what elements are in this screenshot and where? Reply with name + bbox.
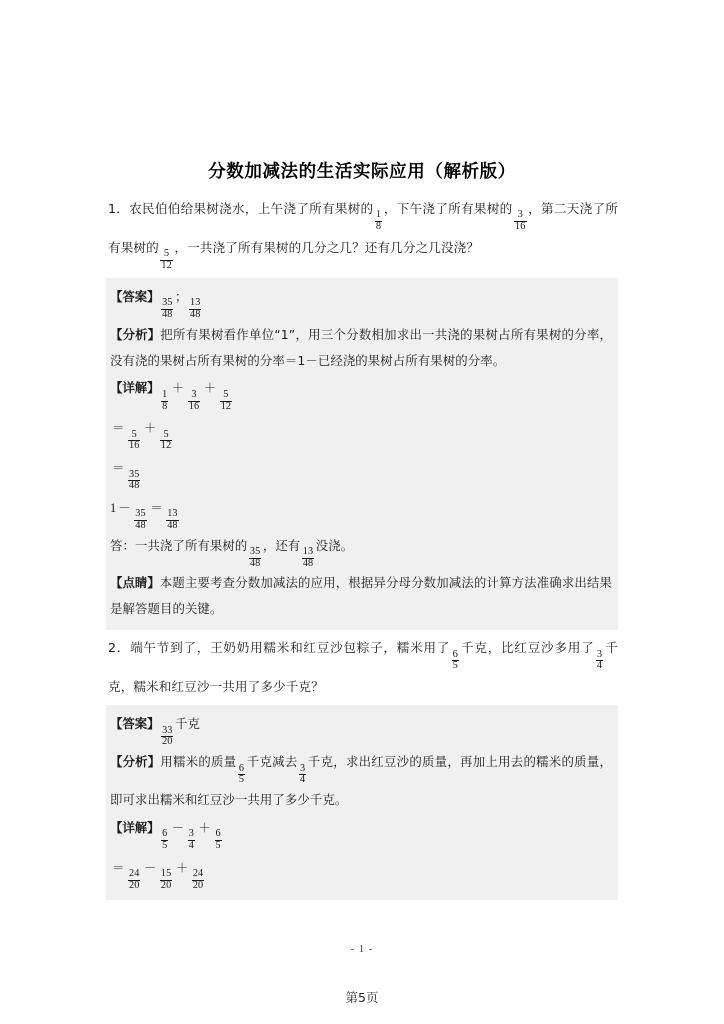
problem-2-detail-line-1 (110, 813, 612, 853)
equation (160, 820, 224, 851)
problem-1-answer-line (110, 284, 612, 322)
problem-1-detail-line-4 (110, 493, 612, 533)
problem-1-detail-line-3 (110, 453, 612, 493)
number-literal: 1 (110, 500, 117, 515)
operator: ＝ (112, 421, 125, 436)
operator: ＋ (175, 860, 189, 875)
fraction: $\frac{5}{12}$ (220, 388, 232, 412)
fraction: $\frac{5}{16}$ (129, 428, 140, 452)
document-content (106, 160, 618, 904)
equation (110, 460, 142, 492)
footer-page-marker: - 1 - (350, 944, 374, 955)
operator: － (143, 860, 157, 875)
problem-1-text-1: 农民伯伯给果树浇水，上午浇了所有果树的 (129, 200, 374, 216)
fraction: $\frac{13}{48}$ (167, 508, 178, 531)
problem-2-text-2: 千克，比红豆沙多用了 (460, 640, 595, 656)
fraction: $\frac{3}{4}$ (300, 762, 306, 786)
conclusion-text-3: 没浇。 (315, 537, 354, 553)
fraction: $\frac{5}{12}$ (160, 428, 172, 452)
fraction: $\frac{6}{5}$ (215, 828, 221, 851)
fraction: $\frac{33}{20}$ (162, 724, 173, 748)
fraction: $\frac{5}{12}$ (161, 248, 172, 272)
fraction: $\frac{13}{48}$ (302, 546, 314, 569)
fraction: $\frac{24}{20}$ (192, 868, 204, 891)
problem-1-text-4: ，一共浇了所有果树的几分之几？还有几分之几没浇？ (174, 239, 480, 255)
problem-1-detail-line-2 (110, 413, 612, 453)
operator: ＋ (198, 820, 211, 835)
problem-1-number: 1． (108, 200, 130, 216)
equation (110, 860, 206, 891)
analysis-label: 【分析】 (110, 326, 161, 342)
fraction: $\frac{35}{48}$ (135, 508, 146, 531)
problem-1-conclusion-line (110, 533, 612, 571)
analysis-label: 【分析】 (110, 754, 161, 770)
answer-unit: 千克 (174, 716, 200, 732)
problem-1-analysis-text: 把所有果树看作单位“1”，用三个分数相加求出一共浇的果树占所有果树的分率，没有浇的果树占所有果树的分率＝1－已经浇的果树占所有果树的分率。 (110, 326, 613, 368)
operator: ＝ (112, 461, 125, 476)
answer-separator: ； (174, 289, 188, 304)
operator: ＋ (143, 421, 157, 436)
problem-1-solution-block (106, 278, 618, 630)
fraction: $\frac{15}{20}$ (160, 868, 172, 891)
answer-label: 【答案】 (110, 289, 160, 304)
problem-2-analysis-text-2: 千克减去 (246, 754, 298, 770)
problem-1-text-3: ，第二天浇了所有果树的 (108, 200, 619, 255)
problem-2-text-1: 端午节到了，王奶奶用糯米和红豆沙包粽子，糯米用了 (130, 640, 451, 656)
problem-2-detail-line-2 (110, 853, 612, 893)
fraction: $\frac{24}{20}$ (129, 868, 140, 891)
page-title: 分数加减法的生活实际应用（解析版） (208, 162, 516, 182)
equation (160, 380, 234, 412)
highlight-label: 【点睛】 (110, 575, 160, 591)
operator: － (171, 820, 185, 835)
conclusion-text-1: 答：一共浇了所有果树的 (110, 537, 248, 553)
problem-2-solution-block (106, 705, 618, 900)
detail-label: 【详解】 (110, 819, 160, 835)
footer-page-label: 第5页 (345, 990, 379, 1005)
operator: ＋ (171, 381, 185, 396)
operator: ＝ (112, 860, 125, 875)
fraction: $\frac{6}{5}$ (452, 648, 458, 672)
problem-2-analysis-line (110, 749, 612, 813)
problem-2-text-3: 千克，糯米和红豆沙一共用了多少千克？ (108, 640, 619, 695)
problem-1-text-2: ，下午浇了所有果树的 (383, 200, 513, 216)
fraction: $\frac{3}{16}$ (514, 209, 526, 232)
problem-1-detail-line-1 (110, 373, 612, 413)
detail-label: 【详解】 (110, 380, 160, 396)
operator: － (118, 500, 131, 515)
problem-2-analysis-text-1: 用糯米的质量 (160, 754, 237, 770)
equation (110, 420, 174, 452)
fraction: $\frac{35}{48}$ (162, 297, 173, 321)
problem-2-analysis-text-3: 千克，求出红豆沙的质量，再加上用去的糯米的质量，即可求出糯米和红豆沙一共用了多少千克。 (110, 754, 612, 807)
problem-2-statement (106, 634, 618, 702)
fraction: $\frac{1}{8}$ (162, 388, 168, 412)
problem-2-answer-line (110, 711, 612, 749)
equation (110, 500, 180, 531)
problem-2-number: 2． (108, 640, 131, 656)
problem-1-highlight-line (110, 570, 612, 622)
fraction: $\frac{13}{48}$ (189, 297, 201, 321)
fraction: $\frac{6}{5}$ (238, 762, 245, 786)
fraction: $\frac{1}{8}$ (375, 209, 382, 232)
conclusion-text-2: ，还有 (262, 537, 301, 553)
fraction: $\frac{35}{48}$ (129, 468, 140, 492)
problem-1-highlight-text: 本题主要考查分数加减法的应用，根据异分母分数加减法的计算方法准确求出结果是解答题目的关键。 (110, 575, 613, 617)
problem-1-statement (106, 195, 618, 276)
operator: ＋ (203, 381, 217, 396)
operator: ＝ (150, 500, 163, 515)
fraction: $\frac{35}{48}$ (249, 546, 261, 569)
fraction: $\frac{3}{4}$ (188, 828, 194, 851)
fraction: $\frac{6}{5}$ (162, 828, 168, 851)
fraction: $\frac{3}{4}$ (596, 648, 603, 672)
fraction: $\frac{3}{16}$ (188, 388, 200, 412)
answer-label: 【答案】 (110, 716, 160, 732)
problem-1-analysis-line (110, 322, 612, 374)
